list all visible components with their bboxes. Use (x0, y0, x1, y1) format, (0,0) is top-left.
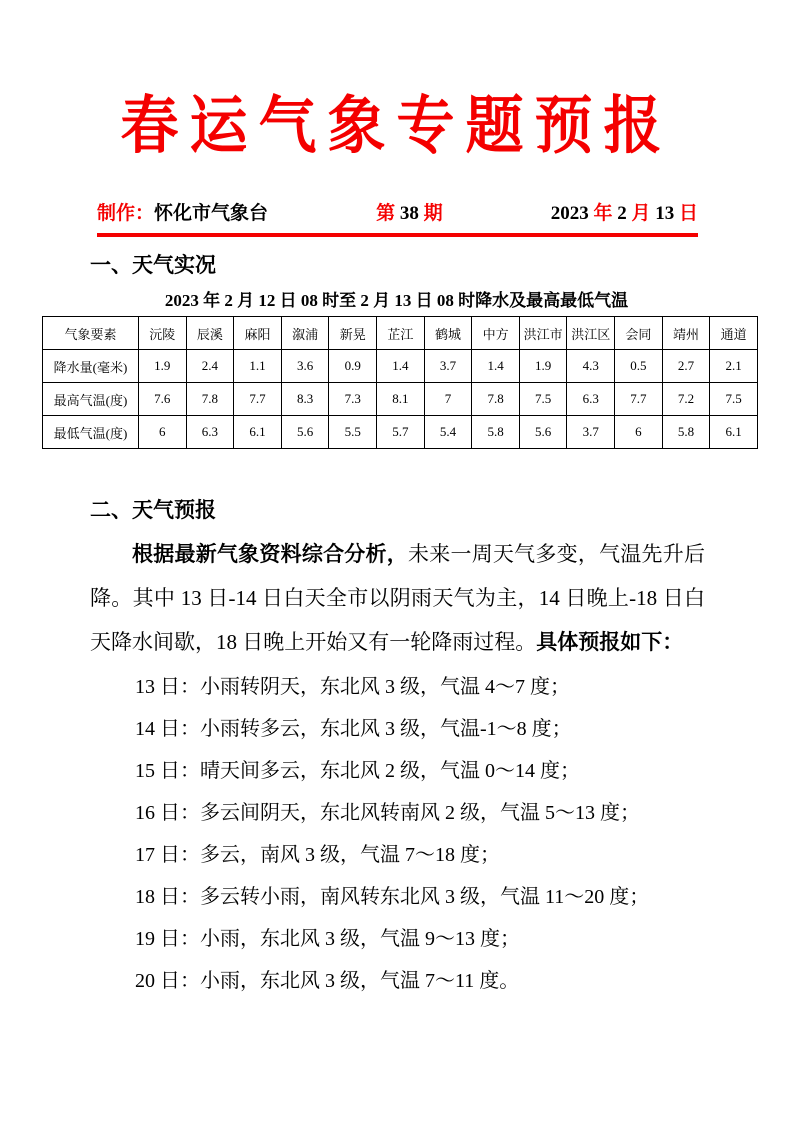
masthead (97, 202, 698, 226)
table-cell: 2.7 (662, 350, 710, 383)
table-cell: 3.7 (424, 350, 472, 383)
table-row-label: 最高气温(度) (43, 383, 139, 416)
producer-name: 怀化市气象台 (154, 203, 269, 224)
issue-value: 38 (399, 203, 419, 224)
table-cell: 5.7 (377, 416, 425, 449)
table-cell: 3.7 (567, 416, 615, 449)
daily-forecast-line: 17 日：多云，南风 3 级，气温 7～18 度； (135, 844, 500, 866)
table-cell: 3.6 (281, 350, 329, 383)
table-header-station: 通道 (710, 317, 758, 350)
table-cell: 7.3 (329, 383, 377, 416)
table-cell: 2.4 (186, 350, 234, 383)
weather-table-caption: 2023 年 2 月 12 日 08 时至 2 月 13 日 08 时降水及最高最低气温 (164, 291, 629, 310)
weather-observation-table (42, 316, 758, 449)
table-header-station: 新晃 (329, 317, 377, 350)
table-cell: 6.3 (567, 383, 615, 416)
table-cell: 7.8 (472, 383, 520, 416)
issue-number (376, 202, 443, 226)
table-row-label: 最低气温(度) (43, 416, 139, 449)
table-cell: 7.7 (234, 383, 282, 416)
daily-forecast-line: 16 日：多云间阴天，东北风转南风 2 级，气温 5～13 度； (135, 802, 640, 824)
table-row (43, 383, 758, 416)
table-row (43, 416, 758, 449)
table-cell: 5.8 (662, 416, 710, 449)
table-cell: 2.1 (710, 350, 758, 383)
producer-label: 制作： (97, 203, 155, 224)
date-year-unit: 年 (588, 203, 618, 224)
forecast-summary-lead: 根据最新气象资料综合分析， (132, 542, 408, 566)
table-cell: 6.1 (710, 416, 758, 449)
table-cell: 5.8 (472, 416, 520, 449)
issue-prefix: 第 (376, 203, 400, 224)
date-day: 13 (655, 203, 675, 224)
issue-suffix: 期 (418, 203, 443, 224)
forecast-summary-tail: 具体预报如下： (536, 630, 684, 654)
table-cell: 0.9 (329, 350, 377, 383)
producer (97, 202, 268, 226)
forecast-summary-body: 未来一周天气多变，气温先升后降。其中 13 日-14 日白天全市以阴雨天气为主，14 日晚上-18 日白天降水间歇，18 日晚上开始又有一轮降雨过程。 (90, 542, 705, 654)
forecast-summary-paragraph (90, 532, 705, 664)
table-header-station: 会同 (615, 317, 663, 350)
table-header-station: 洪江区 (567, 317, 615, 350)
table-cell: 1.4 (377, 350, 425, 383)
table-header-station: 辰溪 (186, 317, 234, 350)
table-cell: 5.6 (519, 416, 567, 449)
date-day-unit: 日 (674, 203, 698, 224)
document-title: 春运气象专题预报 (120, 90, 673, 161)
table-header-element-label: 气象要素 (43, 317, 139, 350)
daily-forecast-line: 20 日：小雨，东北风 3 级，气温 7～11 度。 (135, 970, 520, 992)
daily-forecast-line: 14 日：小雨转多云，东北风 3 级，气温-1～8 度； (135, 718, 572, 740)
table-header-row (43, 317, 758, 350)
table-cell: 6 (139, 416, 187, 449)
table-cell: 1.9 (519, 350, 567, 383)
table-header-station: 溆浦 (281, 317, 329, 350)
table-header-station: 麻阳 (234, 317, 282, 350)
section-weather-actual-heading: 一、天气实况 (90, 253, 216, 277)
table-cell: 7.5 (710, 383, 758, 416)
table-cell: 1.1 (234, 350, 282, 383)
date-month-unit: 月 (626, 203, 656, 224)
issue-date (551, 202, 698, 226)
table-cell: 5.5 (329, 416, 377, 449)
table-cell: 1.4 (472, 350, 520, 383)
date-year: 2023 (550, 203, 589, 224)
daily-forecast-line: 19 日：小雨，东北风 3 级，气温 9～13 度； (135, 928, 520, 950)
daily-forecast-line: 15 日：晴天间多云，东北风 2 级，气温 0～14 度； (135, 760, 580, 782)
table-cell: 6 (615, 416, 663, 449)
table-cell: 5.4 (424, 416, 472, 449)
daily-forecast-line: 18 日：多云转小雨，南风转东北风 3 级，气温 11～20 度； (135, 886, 650, 908)
table-header-station: 中方 (472, 317, 520, 350)
daily-forecast-list (135, 666, 793, 1002)
daily-forecast-line: 13 日：小雨转阴天，东北风 3 级，气温 4～7 度； (135, 676, 570, 698)
table-row-label: 降水量(毫米) (43, 350, 139, 383)
table-header-station: 靖州 (662, 317, 710, 350)
table-header-station: 沅陵 (139, 317, 187, 350)
table-cell: 8.1 (377, 383, 425, 416)
table-cell: 5.6 (281, 416, 329, 449)
table-header-station: 洪江市 (519, 317, 567, 350)
table-cell: 8.3 (281, 383, 329, 416)
section-forecast-heading: 二、天气预报 (90, 498, 216, 522)
table-cell: 0.5 (615, 350, 663, 383)
table-cell: 7.7 (615, 383, 663, 416)
date-month: 2 (617, 203, 627, 224)
table-cell: 6.3 (186, 416, 234, 449)
table-row (43, 350, 758, 383)
masthead-divider (97, 233, 698, 237)
table-cell: 6.1 (234, 416, 282, 449)
table-cell: 7.8 (186, 383, 234, 416)
table-cell: 7.5 (519, 383, 567, 416)
table-cell: 7.2 (662, 383, 710, 416)
table-header-station: 芷江 (377, 317, 425, 350)
table-header-station: 鹤城 (424, 317, 472, 350)
table-cell: 7 (424, 383, 472, 416)
table-cell: 1.9 (139, 350, 187, 383)
table-cell: 4.3 (567, 350, 615, 383)
table-cell: 7.6 (139, 383, 187, 416)
